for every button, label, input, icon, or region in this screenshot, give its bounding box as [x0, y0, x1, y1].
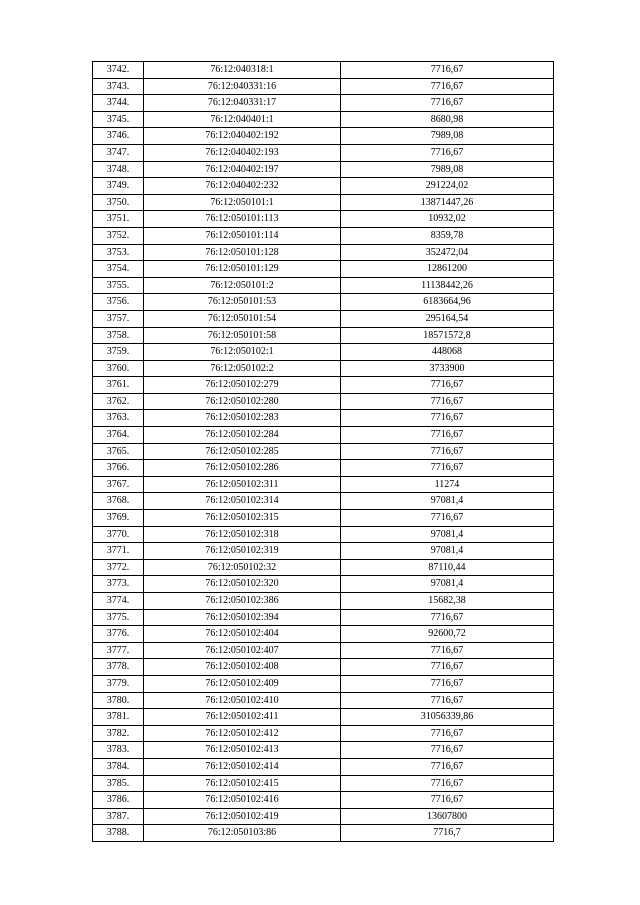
- value-cell: 97081,4: [341, 526, 554, 543]
- table-row: [93, 227, 554, 244]
- value-cell: 7716,67: [341, 792, 554, 809]
- table-row: [93, 377, 554, 394]
- value-cell: 13871447,26: [341, 194, 554, 211]
- value-cell: 97081,4: [341, 543, 554, 560]
- cadastral-number-cell: 76:12:050102:286: [144, 460, 341, 477]
- cadastral-number-cell: 76:12:050102:318: [144, 526, 341, 543]
- row-number-cell: 3773.: [93, 576, 144, 593]
- cadastral-number-cell: 76:12:040318:1: [144, 62, 341, 79]
- table-row: [93, 211, 554, 228]
- cadastral-number-cell: 76:12:050102:284: [144, 427, 341, 444]
- row-number-cell: 3788.: [93, 825, 144, 842]
- cadastral-number-cell: 76:12:050102:314: [144, 493, 341, 510]
- row-number-cell: 3770.: [93, 526, 144, 543]
- row-number-cell: 3755.: [93, 277, 144, 294]
- cadastral-number-cell: 76:12:050102:409: [144, 675, 341, 692]
- row-number-cell: 3776.: [93, 626, 144, 643]
- value-cell: 7716,67: [341, 95, 554, 112]
- table-row: [93, 78, 554, 95]
- row-number-cell: 3767.: [93, 476, 144, 493]
- table-row: [93, 576, 554, 593]
- table-row: [93, 277, 554, 294]
- table-row: [93, 792, 554, 809]
- cadastral-number-cell: 76:12:050102:319: [144, 543, 341, 560]
- row-number-cell: 3749.: [93, 178, 144, 195]
- cadastral-number-cell: 76:12:050102:413: [144, 742, 341, 759]
- table-row: [93, 725, 554, 742]
- table-row: [93, 825, 554, 842]
- cadastral-number-cell: 76:12:050101:113: [144, 211, 341, 228]
- row-number-cell: 3743.: [93, 78, 144, 95]
- row-number-cell: 3762.: [93, 393, 144, 410]
- table-row: [93, 593, 554, 610]
- value-cell: 7716,67: [341, 62, 554, 79]
- table-row: [93, 775, 554, 792]
- value-cell: 7716,67: [341, 642, 554, 659]
- cadastral-number-cell: 76:12:050102:419: [144, 808, 341, 825]
- value-cell: 87110,44: [341, 559, 554, 576]
- table-row: [93, 493, 554, 510]
- cadastral-number-cell: 76:12:050102:394: [144, 609, 341, 626]
- table-row: [93, 310, 554, 327]
- value-cell: 7716,67: [341, 609, 554, 626]
- table-row: [93, 427, 554, 444]
- cadastral-number-cell: 76:12:050102:416: [144, 792, 341, 809]
- table-row: [93, 543, 554, 560]
- value-cell: 7716,67: [341, 675, 554, 692]
- table-row: [93, 178, 554, 195]
- cadastral-number-cell: 76:12:050102:283: [144, 410, 341, 427]
- row-number-cell: 3760.: [93, 360, 144, 377]
- value-cell: 7989,08: [341, 128, 554, 145]
- value-cell: 7716,67: [341, 144, 554, 161]
- value-cell: 7716,67: [341, 443, 554, 460]
- row-number-cell: 3786.: [93, 792, 144, 809]
- value-cell: 13607800: [341, 808, 554, 825]
- table-row: [93, 709, 554, 726]
- cadastral-number-cell: 76:12:040331:16: [144, 78, 341, 95]
- row-number-cell: 3766.: [93, 460, 144, 477]
- value-cell: 448068: [341, 344, 554, 361]
- cadastral-number-cell: 76:12:050102:285: [144, 443, 341, 460]
- table-row: [93, 393, 554, 410]
- table-row: [93, 261, 554, 278]
- value-cell: 10932,02: [341, 211, 554, 228]
- table-row: [93, 443, 554, 460]
- value-cell: 92600,72: [341, 626, 554, 643]
- row-number-cell: 3784.: [93, 758, 144, 775]
- row-number-cell: 3742.: [93, 62, 144, 79]
- cadastral-table: [92, 61, 554, 842]
- value-cell: 8680,98: [341, 111, 554, 128]
- table-row: [93, 95, 554, 112]
- row-number-cell: 3783.: [93, 742, 144, 759]
- cadastral-number-cell: 76:12:050102:407: [144, 642, 341, 659]
- cadastral-number-cell: 76:12:050102:408: [144, 659, 341, 676]
- cadastral-number-cell: 76:12:050102:415: [144, 775, 341, 792]
- value-cell: 18571572,8: [341, 327, 554, 344]
- cadastral-number-cell: 76:12:040402:232: [144, 178, 341, 195]
- value-cell: 291224,02: [341, 178, 554, 195]
- cadastral-number-cell: 76:12:050101:58: [144, 327, 341, 344]
- table-row: [93, 111, 554, 128]
- table-row: [93, 642, 554, 659]
- row-number-cell: 3777.: [93, 642, 144, 659]
- value-cell: 7716,67: [341, 725, 554, 742]
- value-cell: 7716,67: [341, 758, 554, 775]
- value-cell: 7716,67: [341, 692, 554, 709]
- cadastral-number-cell: 76:12:050103:86: [144, 825, 341, 842]
- value-cell: 7716,67: [341, 78, 554, 95]
- cadastral-number-cell: 76:12:050101:1: [144, 194, 341, 211]
- row-number-cell: 3765.: [93, 443, 144, 460]
- row-number-cell: 3781.: [93, 709, 144, 726]
- value-cell: 7716,67: [341, 742, 554, 759]
- cadastral-number-cell: 76:12:050102:410: [144, 692, 341, 709]
- row-number-cell: 3745.: [93, 111, 144, 128]
- cadastral-number-cell: 76:12:050102:386: [144, 593, 341, 610]
- table-row: [93, 144, 554, 161]
- row-number-cell: 3752.: [93, 227, 144, 244]
- cadastral-number-cell: 76:12:050102:411: [144, 709, 341, 726]
- cadastral-number-cell: 76:12:050102:315: [144, 510, 341, 527]
- row-number-cell: 3787.: [93, 808, 144, 825]
- value-cell: 11138442,26: [341, 277, 554, 294]
- cadastral-number-cell: 76:12:050102:280: [144, 393, 341, 410]
- cadastral-number-cell: 76:12:050101:53: [144, 294, 341, 311]
- cadastral-number-cell: 76:12:050102:404: [144, 626, 341, 643]
- row-number-cell: 3750.: [93, 194, 144, 211]
- table-row: [93, 460, 554, 477]
- value-cell: 11274: [341, 476, 554, 493]
- row-number-cell: 3779.: [93, 675, 144, 692]
- table-row: [93, 410, 554, 427]
- value-cell: 7716,67: [341, 393, 554, 410]
- row-number-cell: 3772.: [93, 559, 144, 576]
- cadastral-number-cell: 76:12:050102:279: [144, 377, 341, 394]
- table-row: [93, 626, 554, 643]
- table-row: [93, 128, 554, 145]
- row-number-cell: 3744.: [93, 95, 144, 112]
- cadastral-number-cell: 76:12:040402:193: [144, 144, 341, 161]
- row-number-cell: 3748.: [93, 161, 144, 178]
- cadastral-number-cell: 76:12:040401:1: [144, 111, 341, 128]
- value-cell: 3733900: [341, 360, 554, 377]
- row-number-cell: 3778.: [93, 659, 144, 676]
- value-cell: 7716,67: [341, 377, 554, 394]
- table-row: [93, 510, 554, 527]
- value-cell: 6183664,96: [341, 294, 554, 311]
- cadastral-number-cell: 76:12:050102:311: [144, 476, 341, 493]
- row-number-cell: 3746.: [93, 128, 144, 145]
- table-row: [93, 609, 554, 626]
- cadastral-number-cell: 76:12:050101:54: [144, 310, 341, 327]
- table-row: [93, 476, 554, 493]
- value-cell: 7716,7: [341, 825, 554, 842]
- table-row: [93, 559, 554, 576]
- row-number-cell: 3763.: [93, 410, 144, 427]
- row-number-cell: 3769.: [93, 510, 144, 527]
- table-row: [93, 344, 554, 361]
- table-row: [93, 692, 554, 709]
- cadastral-number-cell: 76:12:050102:414: [144, 758, 341, 775]
- cadastral-number-cell: 76:12:050102:412: [144, 725, 341, 742]
- cadastral-number-cell: 76:12:050102:2: [144, 360, 341, 377]
- row-number-cell: 3747.: [93, 144, 144, 161]
- cadastral-number-cell: 76:12:050102:1: [144, 344, 341, 361]
- row-number-cell: 3785.: [93, 775, 144, 792]
- value-cell: 97081,4: [341, 576, 554, 593]
- table-row: [93, 742, 554, 759]
- value-cell: 97081,4: [341, 493, 554, 510]
- table-row: [93, 294, 554, 311]
- cadastral-number-cell: 76:12:050101:128: [144, 244, 341, 261]
- table-row: [93, 194, 554, 211]
- cadastral-number-cell: 76:12:050101:114: [144, 227, 341, 244]
- cadastral-number-cell: 76:12:040402:197: [144, 161, 341, 178]
- value-cell: 7716,67: [341, 510, 554, 527]
- table-row: [93, 675, 554, 692]
- table-row: [93, 244, 554, 261]
- row-number-cell: 3756.: [93, 294, 144, 311]
- table-row: [93, 161, 554, 178]
- cadastral-number-cell: 76:12:050102:320: [144, 576, 341, 593]
- row-number-cell: 3758.: [93, 327, 144, 344]
- table-row: [93, 758, 554, 775]
- document-page: [92, 61, 553, 842]
- cadastral-number-cell: 76:12:040331:17: [144, 95, 341, 112]
- value-cell: 7716,67: [341, 775, 554, 792]
- value-cell: 8359,78: [341, 227, 554, 244]
- value-cell: 31056339,86: [341, 709, 554, 726]
- table-row: [93, 360, 554, 377]
- row-number-cell: 3759.: [93, 344, 144, 361]
- cadastral-number-cell: 76:12:050101:2: [144, 277, 341, 294]
- cadastral-number-cell: 76:12:040402:192: [144, 128, 341, 145]
- value-cell: 12861200: [341, 261, 554, 278]
- row-number-cell: 3751.: [93, 211, 144, 228]
- value-cell: 7716,67: [341, 659, 554, 676]
- row-number-cell: 3757.: [93, 310, 144, 327]
- value-cell: 15682,38: [341, 593, 554, 610]
- table-row: [93, 526, 554, 543]
- value-cell: 7716,67: [341, 427, 554, 444]
- value-cell: 295164,54: [341, 310, 554, 327]
- row-number-cell: 3753.: [93, 244, 144, 261]
- row-number-cell: 3764.: [93, 427, 144, 444]
- cadastral-number-cell: 76:12:050102:32: [144, 559, 341, 576]
- value-cell: 7989,08: [341, 161, 554, 178]
- row-number-cell: 3774.: [93, 593, 144, 610]
- table-row: [93, 659, 554, 676]
- row-number-cell: 3782.: [93, 725, 144, 742]
- row-number-cell: 3754.: [93, 261, 144, 278]
- row-number-cell: 3768.: [93, 493, 144, 510]
- value-cell: 7716,67: [341, 410, 554, 427]
- value-cell: 7716,67: [341, 460, 554, 477]
- table-row: [93, 327, 554, 344]
- row-number-cell: 3775.: [93, 609, 144, 626]
- table-body: [93, 62, 554, 842]
- row-number-cell: 3761.: [93, 377, 144, 394]
- table-row: [93, 808, 554, 825]
- row-number-cell: 3780.: [93, 692, 144, 709]
- row-number-cell: 3771.: [93, 543, 144, 560]
- value-cell: 352472,04: [341, 244, 554, 261]
- table-row: [93, 62, 554, 79]
- cadastral-number-cell: 76:12:050101:129: [144, 261, 341, 278]
